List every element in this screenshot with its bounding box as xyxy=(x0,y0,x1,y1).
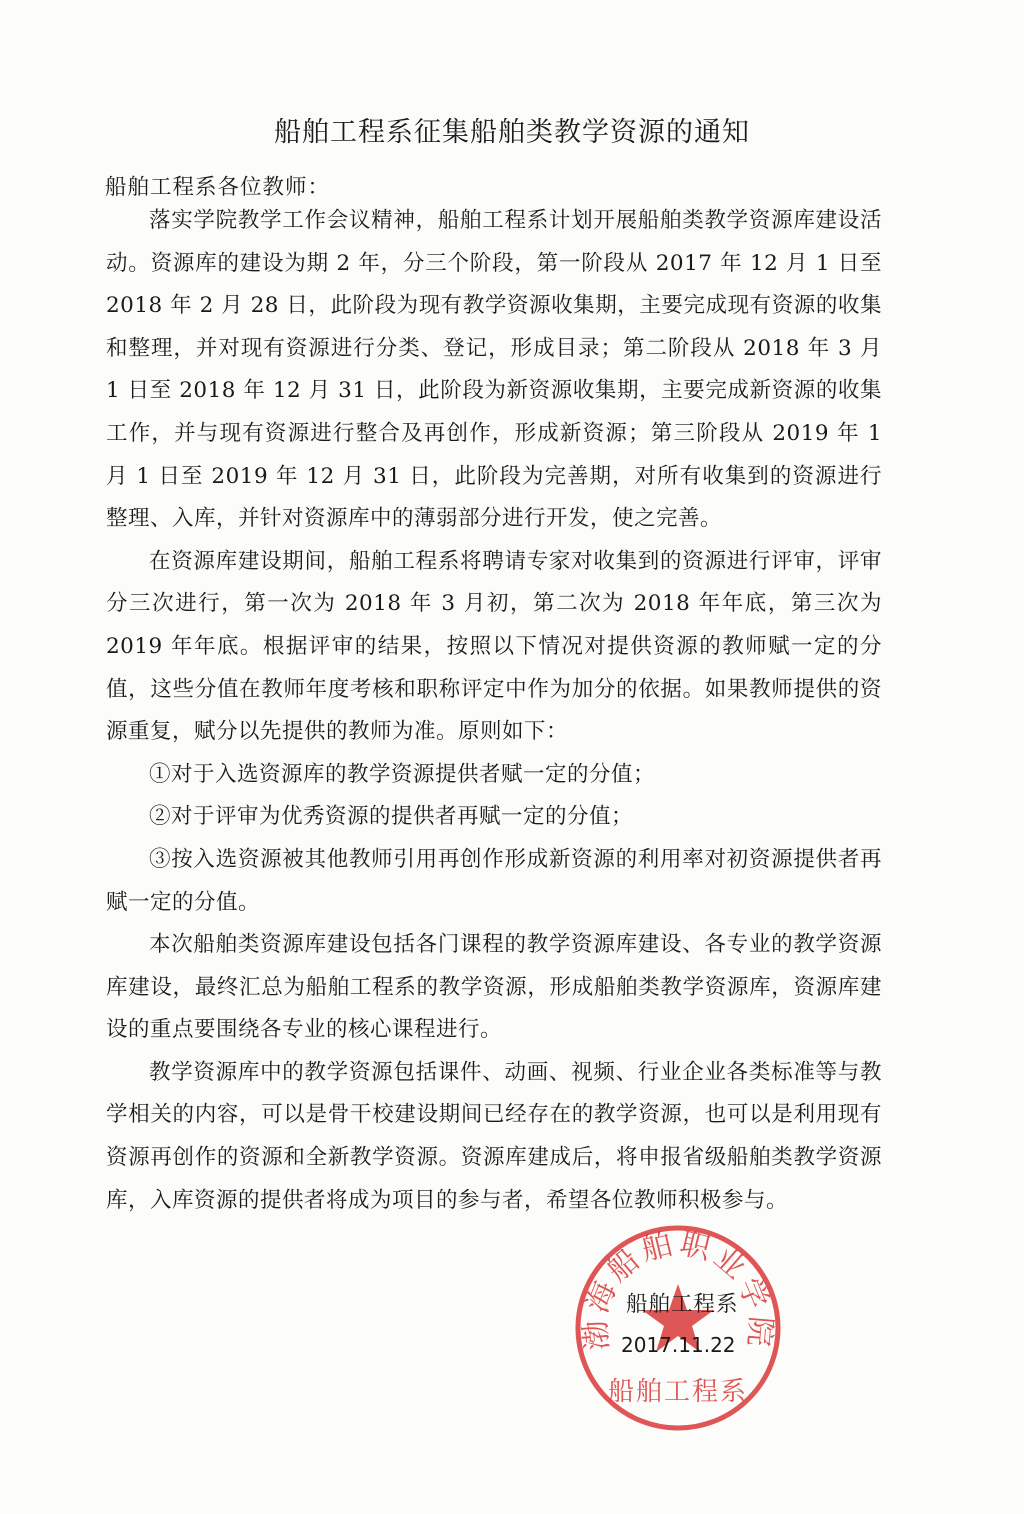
principle-item-3: ③按入选资源被其他教师引用再创作形成新资源的利用率对初资源提供者再赋一定的分值。 xyxy=(106,846,882,915)
svg-text:船舶工程系: 船舶工程系 xyxy=(607,1377,749,1407)
svg-text:渤海船舶职业学院: 渤海船舶职业学院 xyxy=(577,1226,779,1352)
signature-date: 2017.11.22 xyxy=(621,1333,736,1357)
document-body xyxy=(106,200,882,1222)
signature-department: 船舶工程系 xyxy=(626,1292,739,1317)
salutation: 船舶工程系各位教师： xyxy=(105,175,331,200)
paragraph-review: 在资源库建设期间，船舶工程系将聘请专家对收集到的资源进行评审，评审分三次进行，第一次为 2018 年 3 月初，第二次为 2018 年年底，第三次为 2019 年年底。根据评审的结果，按照以下情况对提供资源的教师赋一定的分值，这些分值在教师年度考核和职称评定中作为加分的依据。如果教师提供的资源重复，赋分以先提供的教师为准。原则如下： xyxy=(106,548,882,745)
principle-item-1: ①对于入选资源库的教学资源提供者赋一定的分值； xyxy=(149,761,656,787)
official-seal xyxy=(572,1222,784,1434)
paragraph-intro: 落实学院教学工作会议精神，船舶工程系计划开展船舶类教学资源库建设活动。资源库的建设为期 2 年，分三个阶段，第一阶段从 2017 年 12 月 1 日至 2018 年 2 月 28 日，此阶段为现有教学资源收集期，主要完成现有资源的收集和整理，并对现有资源进行分类、登记，形成目录；第二阶段从 2018 年 3 月 1 日至 2018 年 12 月 31 日，此阶段为新资源收集期，主要完成新资源的收集工作，并与现有资源进行整合及再创作，形成新资源；第三阶段从 2019 年 1 月 1 日至 2019 年 12 月 31 日，此阶段为完善期，对所有收集到的资源进行整理、入库，并针对资源库中的薄弱部分进行开发，使之完善。 xyxy=(106,208,882,532)
document-title: 船舶工程系征集船舶类教学资源的通知 xyxy=(274,117,750,148)
paragraph-content: 教学资源库中的教学资源包括课件、动画、视频、行业企业各类标准等与教学相关的内容，可以是骨干校建设期间已经存在的教学资源，也可以是利用现有资源再创作的资源和全新教学资源。资源库建成后，将申报省级船舶类教学资源库，入库资源的提供者将成为项目的参与者，希望各位教师积极参与。 xyxy=(106,1059,882,1213)
principle-item-2: ②对于评审为优秀资源的提供者再赋一定的分值； xyxy=(149,804,634,830)
paragraph-scope: 本次船舶类资源库建设包括各门课程的教学资源库建设、各专业的教学资源库建设，最终汇总为船舶工程系的教学资源，形成船舶类教学资源库，资源库建设的重点要围绕各专业的核心课程进行。 xyxy=(106,932,882,1043)
